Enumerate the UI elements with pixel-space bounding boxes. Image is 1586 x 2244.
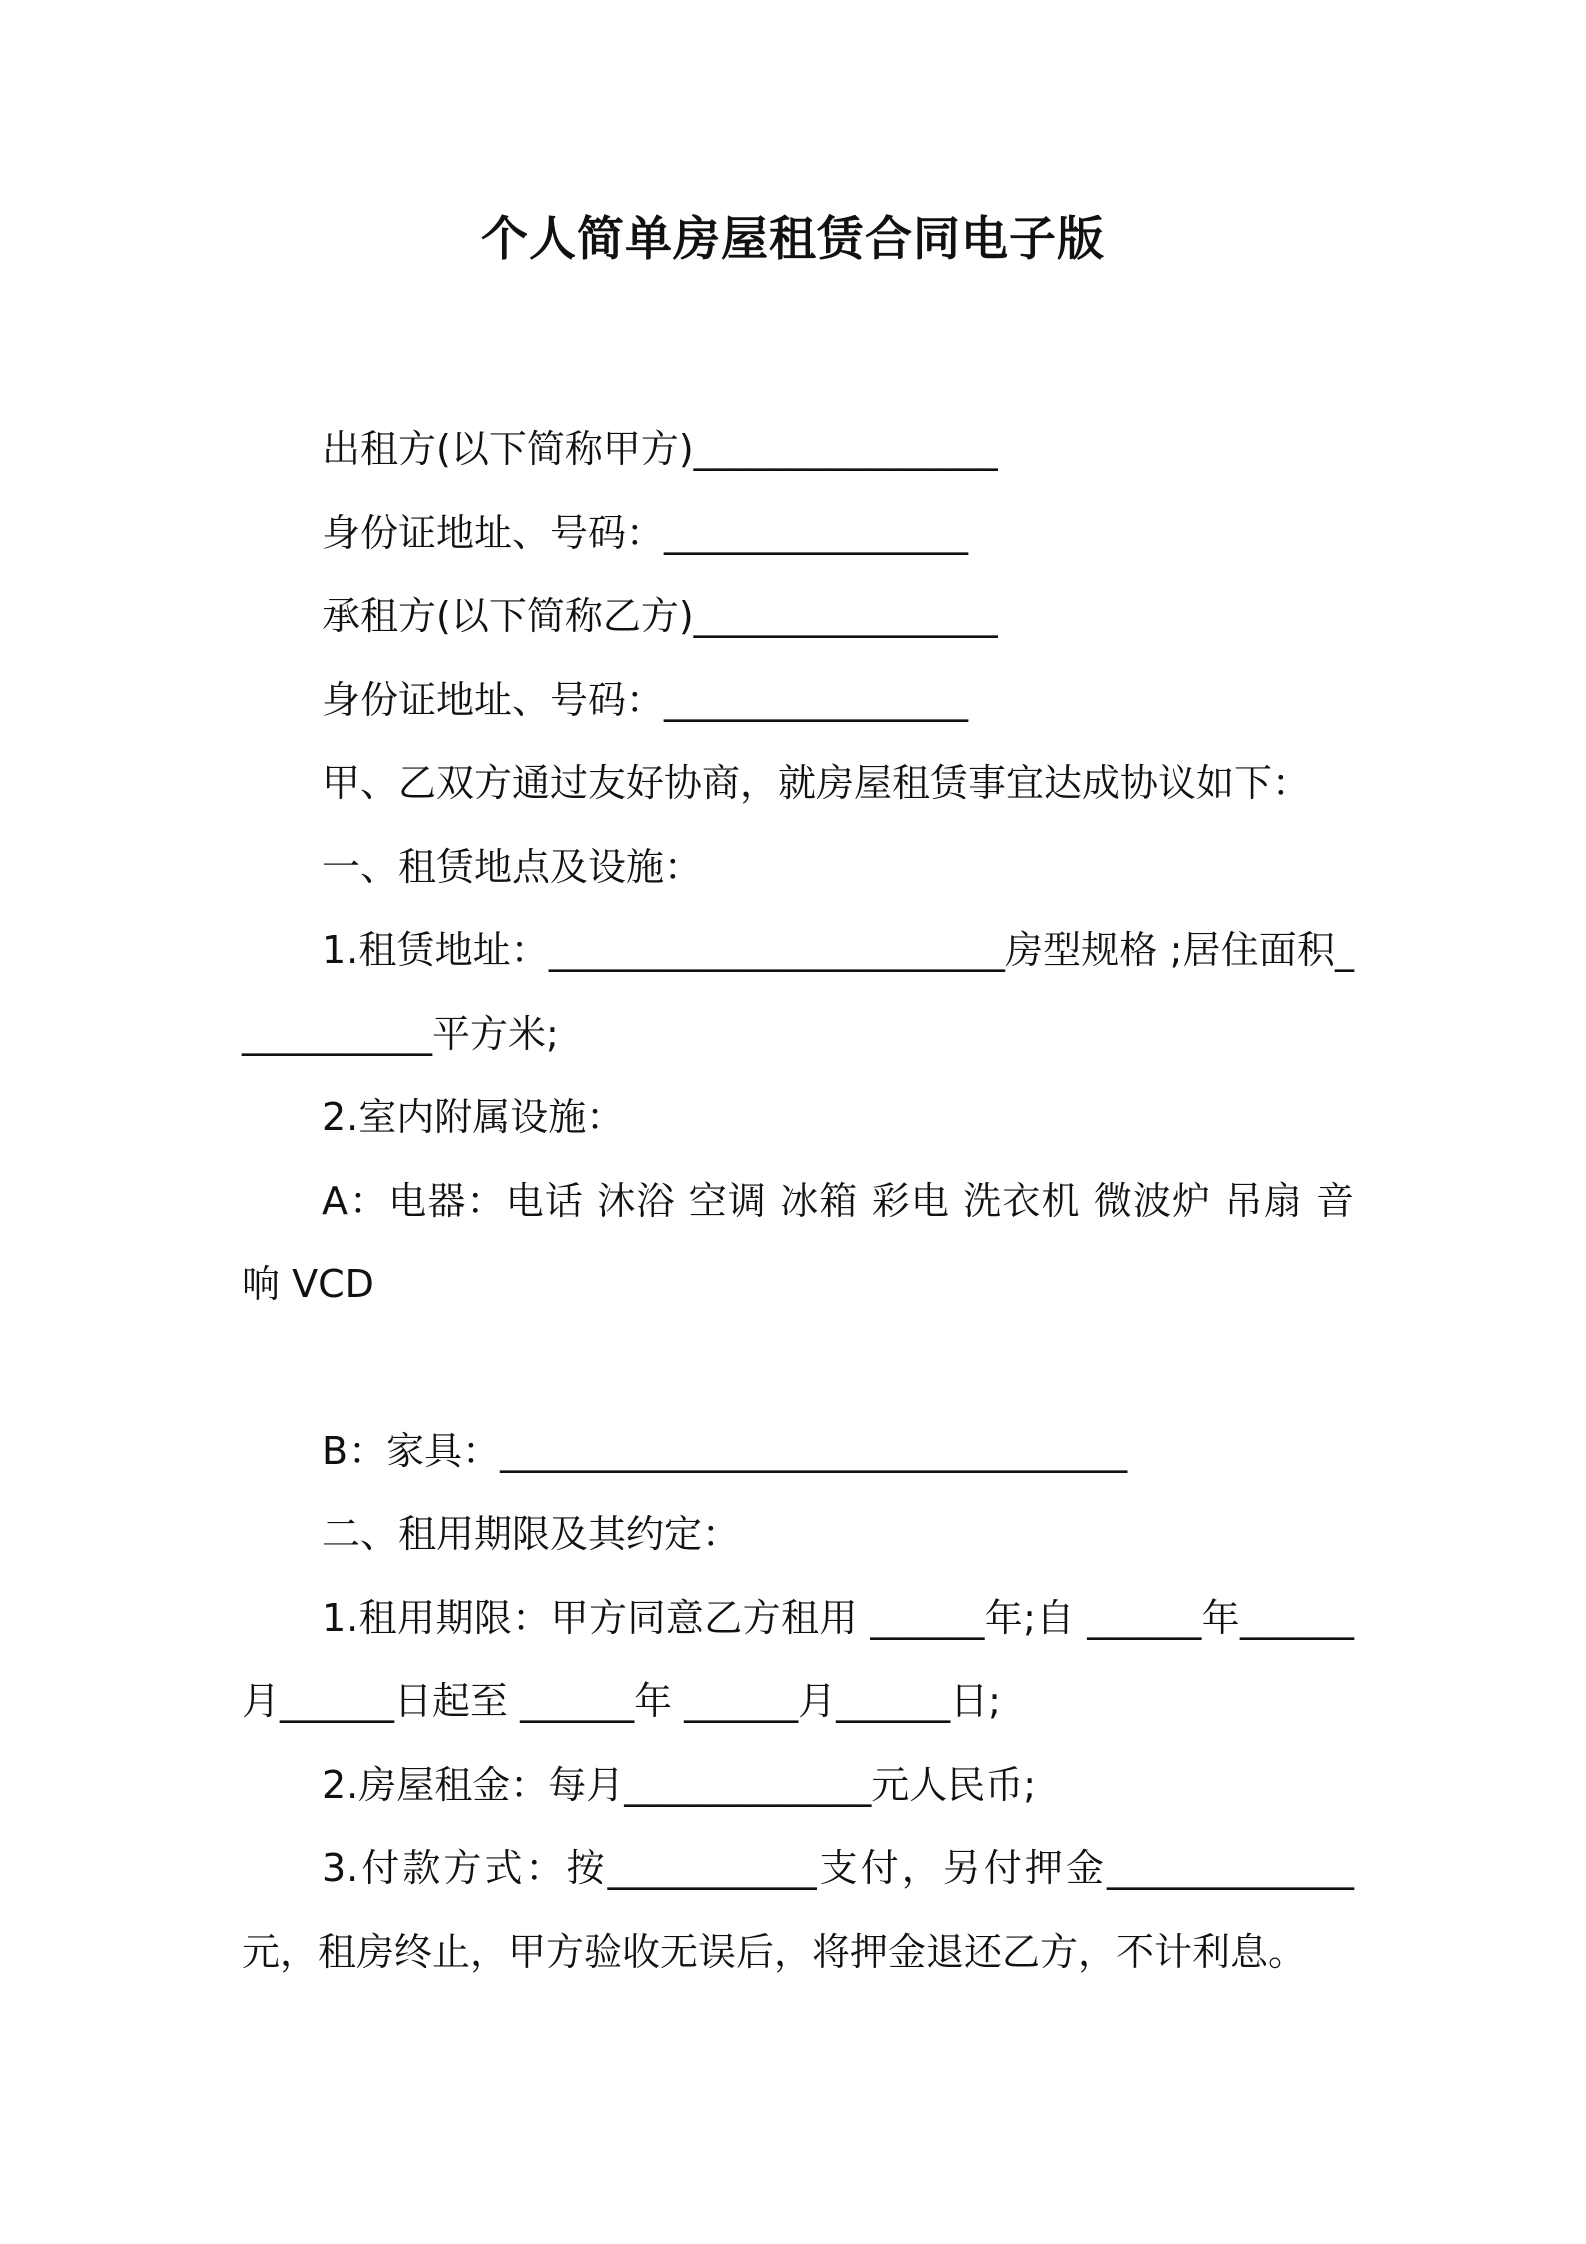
lessor-line: 出租方(以下简称甲方)________________ bbox=[322, 427, 998, 471]
blank-spacer bbox=[242, 1327, 1354, 1410]
section-2-heading: 二、租用期限及其约定： bbox=[322, 1512, 741, 1556]
furniture-clause: B：家具：_________________________________ bbox=[322, 1428, 1128, 1473]
document-title: 个人简单房屋租赁合同电子版 bbox=[481, 212, 1105, 267]
appliances-clause: A：电器：电话 沐浴 空调 冰箱 彩电 洗衣机 微波炉 吊扇 音响 VCD bbox=[242, 1178, 1354, 1306]
lease-term-clause: 1.租用期限：甲方同意乙方租用 ______年;自 ______年______月______日起至 ______年 ______月______日; bbox=[242, 1595, 1354, 1723]
rent-clause: 2.房屋租金：每月_____________元人民币; bbox=[322, 1762, 1037, 1807]
payment-clause: 3.付款方式：按___________支付，另付押金_____________元，租房终止，甲方验收无误后，将押金退还乙方，不计利息。 bbox=[242, 1846, 1354, 1974]
document-body bbox=[242, 408, 1354, 1994]
lessee-id-line: 身份证地址、号码：________________ bbox=[322, 677, 969, 722]
facilities-heading: 2.室内附属设施： bbox=[322, 1095, 625, 1139]
lessee-line: 承租方(以下简称乙方)________________ bbox=[322, 594, 998, 638]
section-1-heading: 一、租赁地点及设施： bbox=[322, 844, 703, 889]
rental-address-clause: 1.租赁地址：________________________房型规格 ;居住面积___________平方米; bbox=[242, 928, 1354, 1056]
preamble-line: 甲、乙双方通过友好协商，就房屋租赁事宜达成协议如下： bbox=[322, 761, 1311, 805]
lessor-id-line: 身份证地址、号码：________________ bbox=[322, 510, 969, 555]
